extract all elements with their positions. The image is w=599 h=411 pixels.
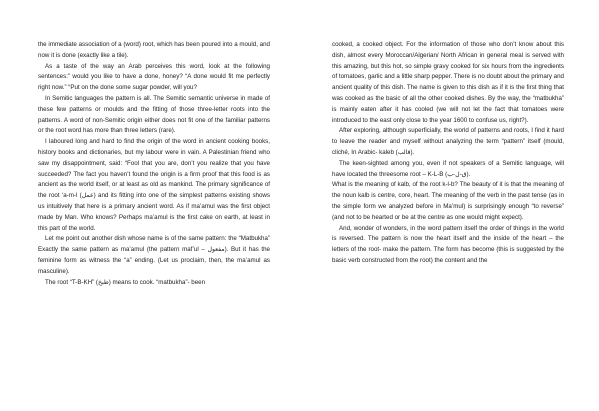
left-page (0, 0, 299, 411)
paragraph: As a taste of the way an Arab perceives this word, look at the following sentences:” would you like to have a done, honey? “A done would fit me perfectly right now.” “Put on the done some sugar powder, will you? (38, 62, 270, 92)
paragraph: cooked, a cooked object. For the information of those who don’t know about this dish, almost every Moroccan/Algerian/ North African in general meal is served with this amazing, but this hot, so simple gravy cooked for six hours from the ingredients of tomatoes, garlic and a little sharp pepper. There is no doubt about the primary and ancient quality of this dish. The name is given to this dish as if it is the first thing that was cooked as the basic of all the other cooked dishes. By the way, the “matbukha” is mainly eaten after it has cooled (we will not let the fact that tomatoes were introduced to the east only close to the year 1600 to confuse us, right?). (332, 41, 564, 124)
paragraph: The keen-sighted among you, even if not speakers of a Semitic language, will have located the threesome root – K-L-B (ق-ل-ب). (332, 159, 564, 178)
paragraph: In Semitic languages the pattern is all. The Semitic semantic universe in made of these few patterns or moulds and the fitting of those three-letter roots into the patterns. A word of non-Semitic origin either does not fit one of the familiar patterns or the root word has more than three letters (rare). (38, 94, 270, 135)
paragraph: And, wonder of wonders, in the word pattern itself the order of things in the world is reversed. The pattern is now the heart itself and the inside of the heart – the letters of the root- make the pattern. The form has become (this is suggested by the basic verb constructed from the root) the content and the (332, 224, 564, 264)
paragraph: The root “T-B-KH” (طبخ) means to cook. “matbukha”- been (45, 278, 206, 286)
right-page-text (332, 40, 564, 267)
left-page-text (38, 40, 270, 288)
paragraph: I laboured long and hard to find the origin of the word in ancient cooking books, history books and dictionaries, but my labour were in vain. A Palestinian friend who saw my disappointment, said: “Fool that you are, don’t you realize that you have succeeded? The fact you haven’t found the origin is a firm proof that this food is as ancient as the world itself, or at least as old as mankind. The primary significance of the root ‘a-m-l (عمل) and its fitting into one of the simplest patterns existing shows us intuitively that here is a primary ancient word. As if ma’amul was the first object made by Man. Who knows? Perhaps ma’amul is the first cake on earth, at least in this part of the world. (38, 138, 270, 232)
paragraph: the immediate association of a (word) root, which has been poured into a mould, and now it is done (exactly like a tile). (38, 41, 270, 59)
paragraph: After exploring, although superficially, the world of patterns and roots, I find it hard to leave the reader and myself without analyzing the term “pattern” itself (mould, cliché, In Arabic- kaleb (قالب). (332, 127, 564, 156)
paragraph: What is the meaning of kalb, of the root k-l-b? The beauty of it is that the meaning of the noun kalb is centre, core, heart. The meaning of the verb in the past tense (as in the simple form we analyzed before in Ma’mul) is surprisingly enough “to reverse” (and not to be hearted or be at the centre as one would might expect). (332, 181, 564, 221)
paragraph: Let me point out another dish whose name is of the same pattern: the “Matbukha” Exactly the same pattern as ma’amul (the pattern maf’ul – مفعول). But it has the feminine form as witness the “a” ending. (Let us proclaim, then, the ma’amul as masculine). (38, 235, 271, 275)
right-page (300, 0, 599, 411)
